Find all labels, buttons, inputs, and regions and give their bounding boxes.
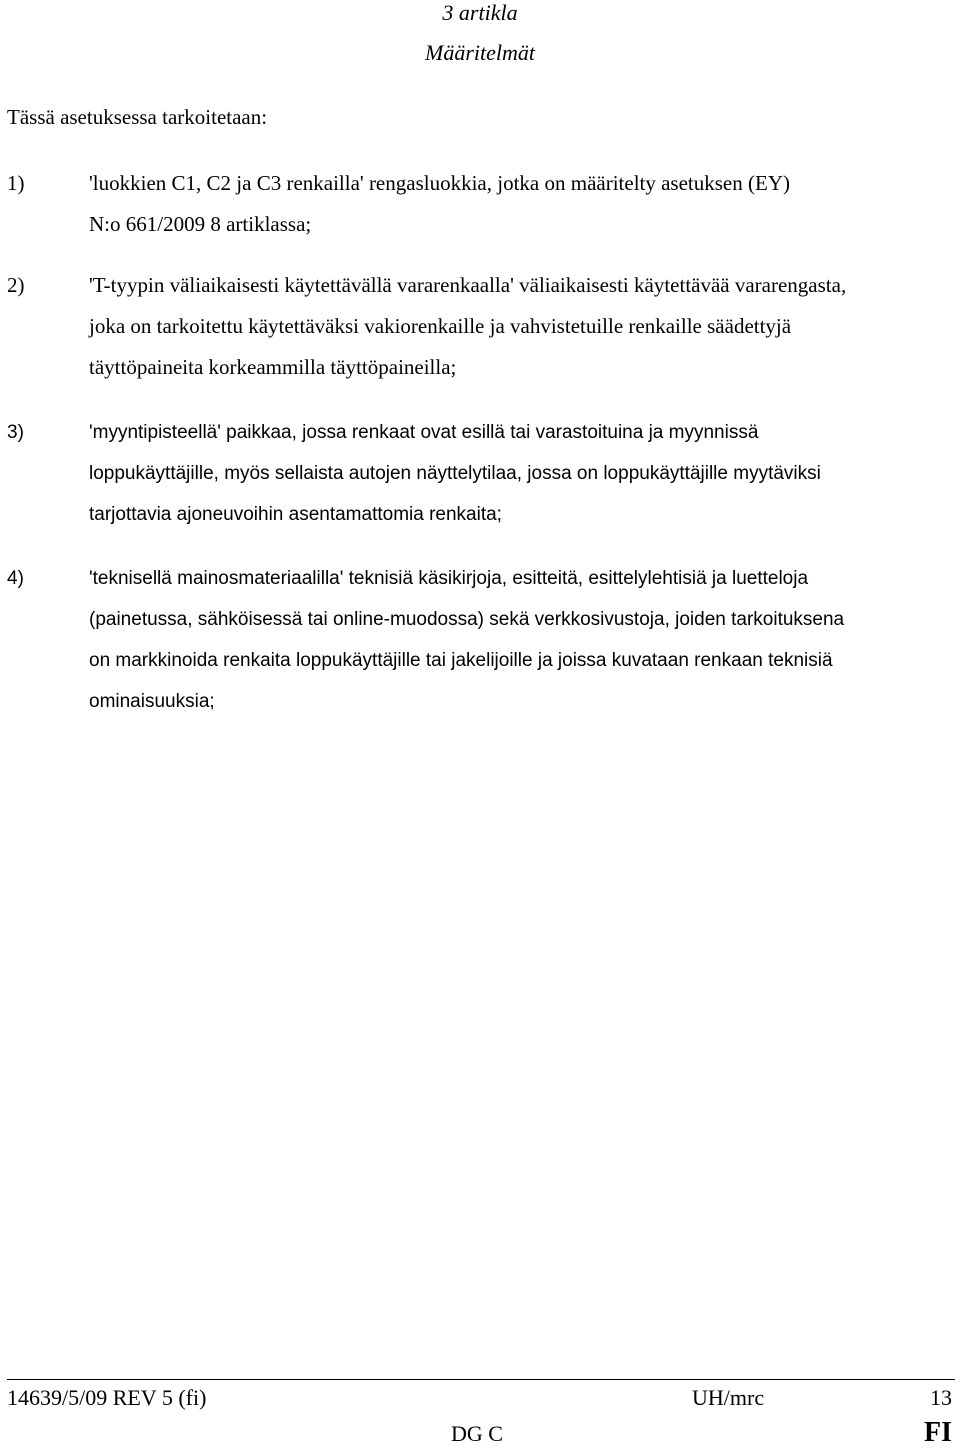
definition-item-3	[7, 412, 952, 535]
item-line: ominaisuuksia;	[89, 691, 215, 712]
footer-divider	[7, 1379, 955, 1380]
item-line: (painetussa, sähköisessä tai online-muodossa) sekä verkkosivustoja, joiden tarkoituksena	[89, 609, 845, 630]
intro-text: Tässä asetuksessa tarkoitetaan:	[7, 105, 268, 129]
directorate-label: DG C	[451, 1421, 503, 1446]
item-line: joka on tarkoitettu käytettäväksi vakiorenkaille ja vahvistetuille renkaille säädettyjä	[89, 314, 792, 338]
item-line: 'T-tyypin väliaikaisesti käytettävällä vararenkaalla' väliaikaisesti käytettävää vararengasta,	[89, 273, 847, 297]
item-text	[89, 163, 952, 245]
definition-item-1	[7, 163, 952, 245]
item-line: loppukäyttäjille, myös sellaista autojen näyttelytilaa, jossa on loppukäyttäjille myytäviksi	[89, 463, 821, 484]
page-number: 13	[930, 1385, 952, 1410]
item-line: täyttöpaineita korkeammilla täyttöpaineilla;	[89, 355, 457, 379]
item-line: 'luokkien C1, C2 ja C3 renkailla' rengasluokkia, jotka on määritelty asetuksen (EY)	[89, 171, 790, 195]
item-line: on markkinoida renkaita loppukäyttäjille tai jakelijoille ja joissa kuvataan renkaan teknisiä	[89, 650, 833, 671]
document-reference: 14639/5/09 REV 5 (fi)	[7, 1385, 207, 1410]
article-title: Määritelmät	[425, 40, 535, 65]
author-initials: UH/mrc	[692, 1385, 765, 1410]
item-line: 'teknisellä mainosmateriaalilla' teknisiä käsikirjoja, esitteitä, esittelylehtisiä ja luetteloja	[89, 568, 809, 589]
definition-item-2	[7, 265, 952, 388]
item-line: N:o 661/2009 8 artiklassa;	[89, 212, 312, 236]
article-number: 3 artikla	[442, 0, 518, 25]
definition-item-4	[7, 558, 952, 722]
item-number: 3)	[7, 422, 24, 443]
language-code: FI	[924, 1417, 952, 1448]
item-number: 1)	[7, 171, 25, 195]
item-text	[89, 265, 952, 388]
item-number: 2)	[7, 273, 25, 297]
item-number: 4)	[7, 568, 24, 589]
item-text	[89, 412, 952, 535]
item-line: 'myyntipisteellä' paikkaa, jossa renkaat ovat esillä tai varastoituina ja myynnissä	[89, 422, 759, 443]
item-text	[89, 558, 952, 722]
item-line: tarjottavia ajoneuvoihin asentamattomia renkaita;	[89, 504, 502, 525]
